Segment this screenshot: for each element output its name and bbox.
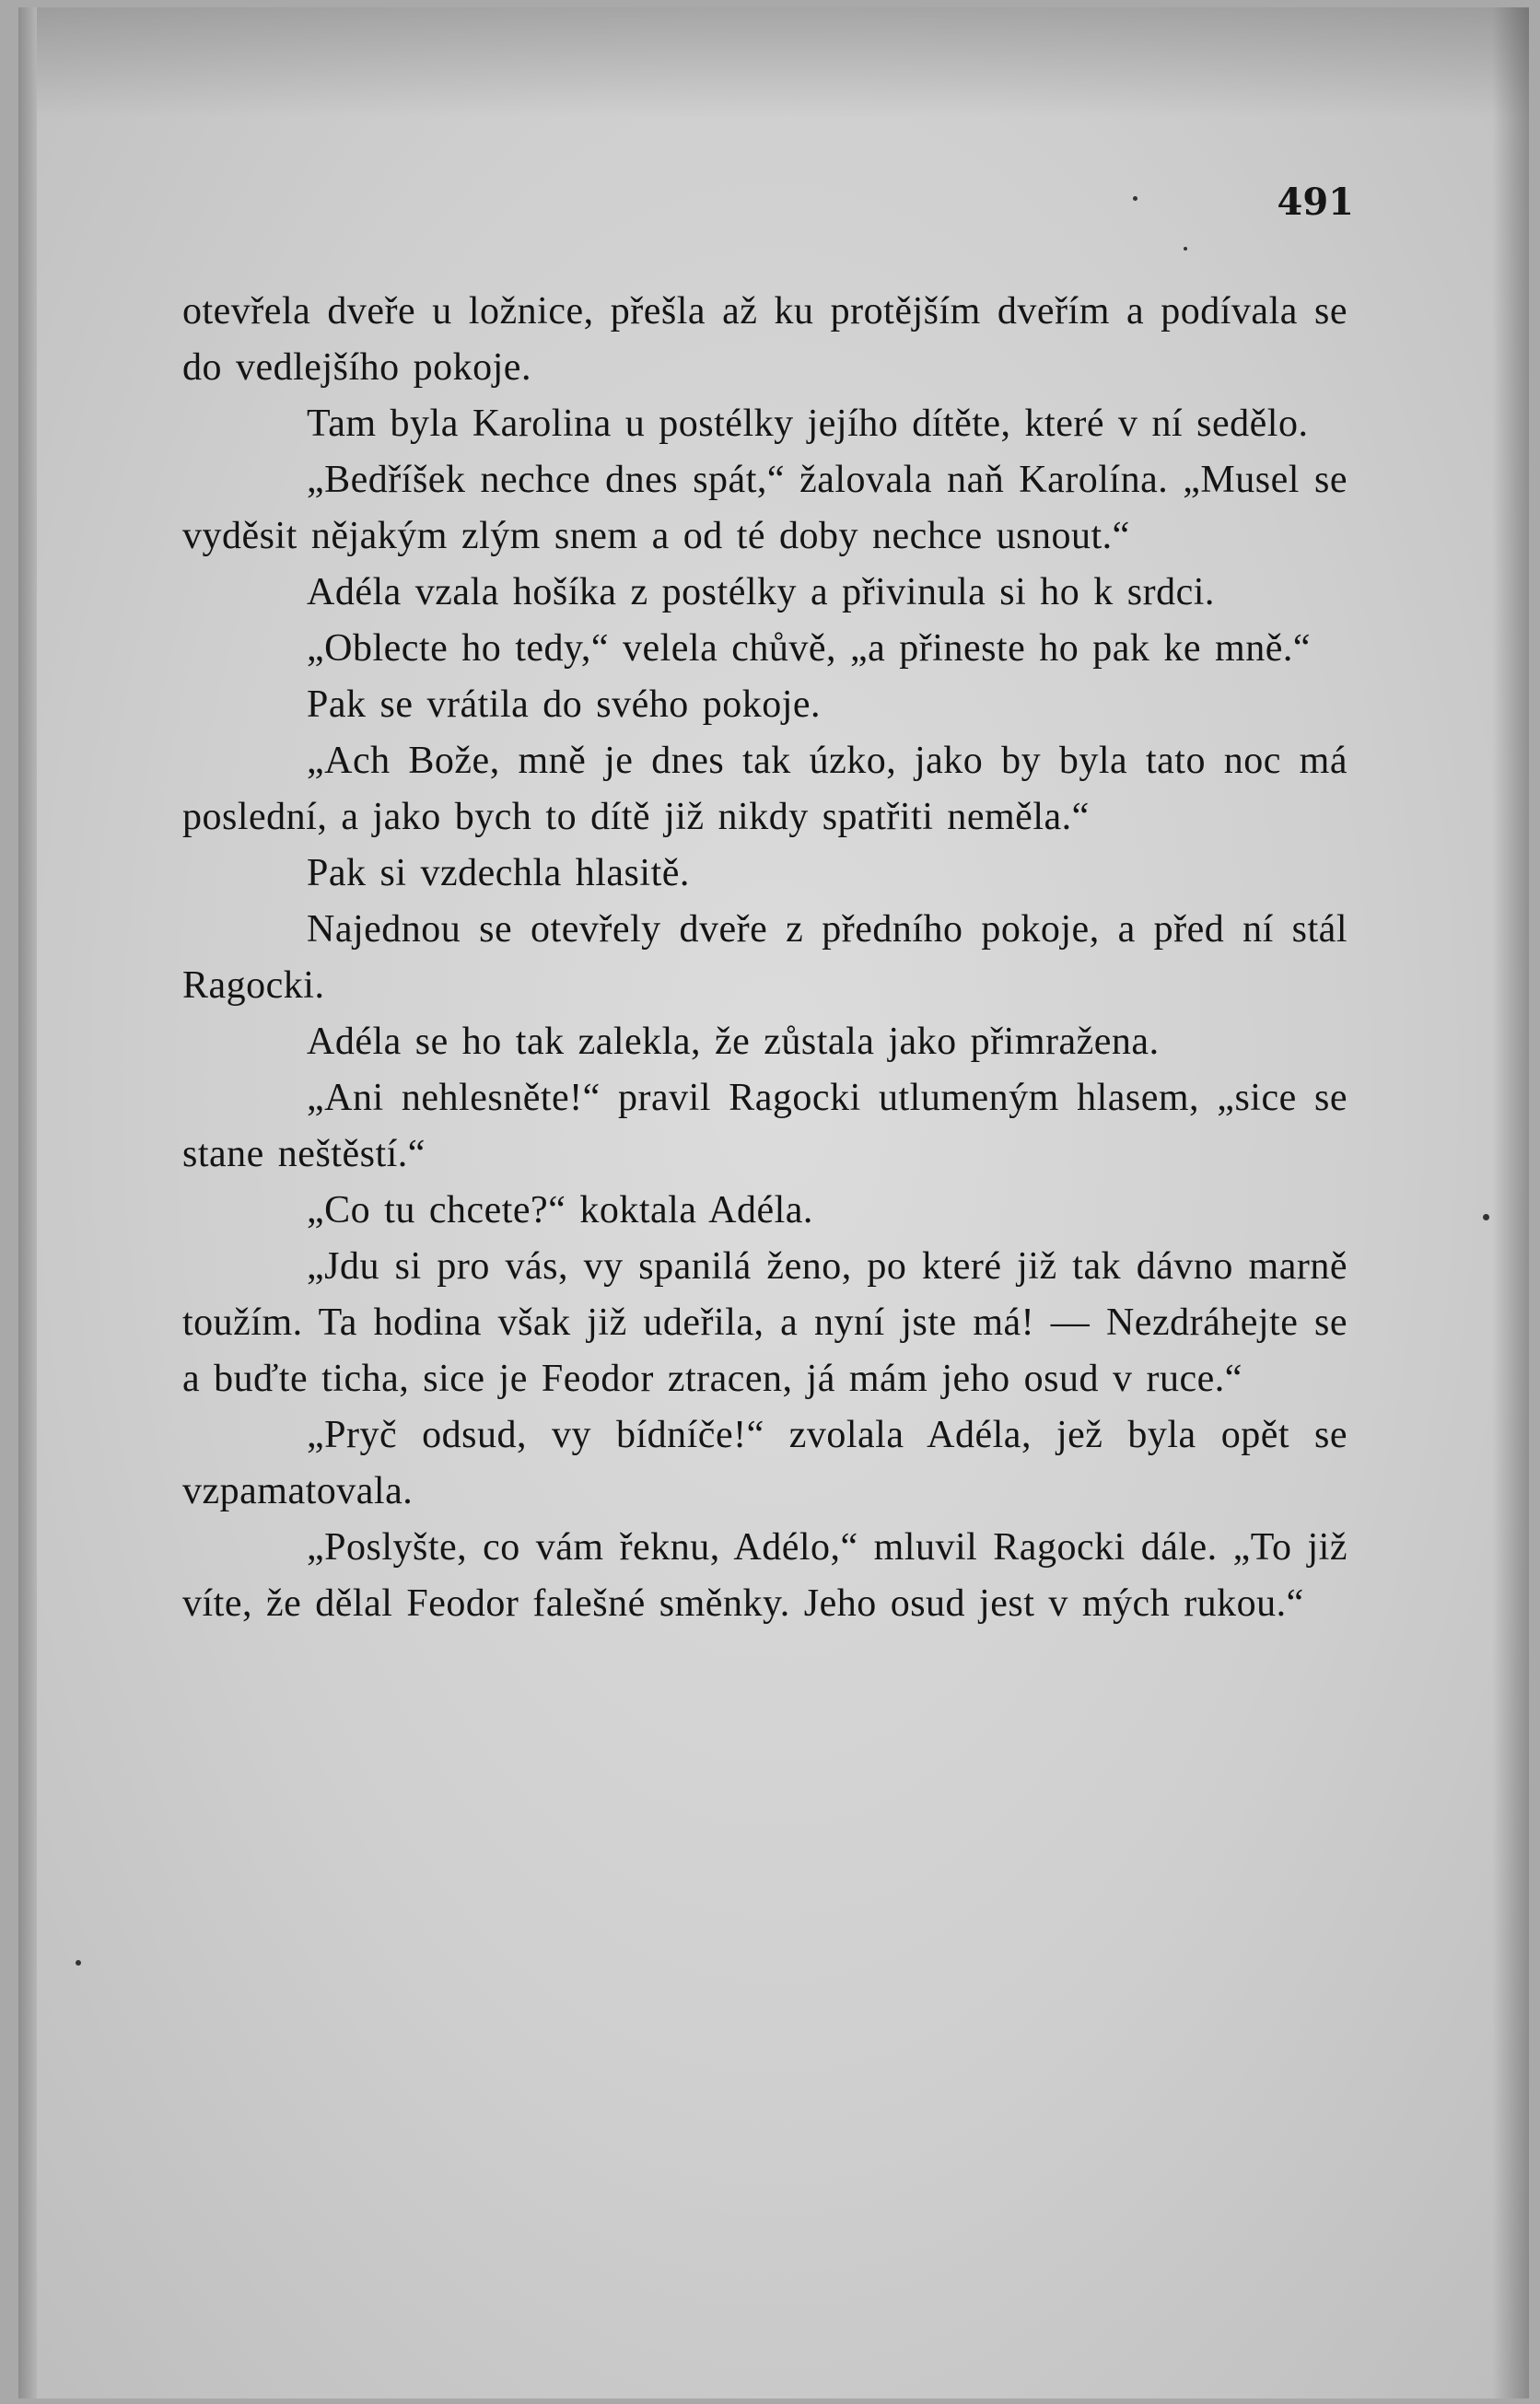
- paper-speck: [1133, 196, 1138, 201]
- page-binding-edge: [18, 7, 37, 2398]
- paragraph: Najednou se otevřely dveře z předního pokoje, a před ní stál Ragocki.: [182, 908, 1348, 1007]
- paragraph: „Pryč odsud, vy bídníče!“ zvolala Adéla, jež byla opět se vzpamatovala.: [182, 1414, 1348, 1512]
- paragraph: „Bedříšek nechce dnes spát,“ žalovala naň Karolína. „Musel se vyděsit nějakým zlým snem a od té doby nechce usnout.“: [182, 459, 1348, 557]
- paragraph: „Oblecte ho tedy,“ velela chůvě, „a přineste ho pak ke mně.“: [307, 627, 1311, 670]
- paragraph: „Jdu si pro vás, vy spanilá ženo, po které již tak dávno marně toužím. Ta hodina však již udeřila, a nyní jste má! — Nezdráhejte se a buďte ticha, sice je Feodor ztracen, já mám jeho osud v ruce.“: [182, 1245, 1348, 1400]
- paragraph: Tam byla Karolina u postélky jejího dítěte, které v ní sedělo.: [307, 403, 1309, 445]
- paragraph: „Ani nehlesněte!“ pravil Ragocki utlumeným hlasem, „sice se stane neštěstí.“: [182, 1077, 1348, 1175]
- paragraph: otevřela dveře u ložnice, přešla až ku protějším dveřím a podívala se do vedlejšího pokoje.: [182, 290, 1348, 389]
- book-page: [18, 7, 1529, 2398]
- body-text: [182, 284, 1348, 1632]
- paper-speck: [76, 1960, 81, 1966]
- paragraph: Pak se vrátila do svého pokoje.: [307, 683, 822, 726]
- paragraph: Adéla vzala hošíka z postélky a přivinula si ho k srdci.: [307, 571, 1215, 613]
- paper-speck: [1483, 1214, 1489, 1220]
- paragraph: „Co tu chcete?“ koktala Adéla.: [307, 1189, 813, 1231]
- paper-speck: [1184, 247, 1187, 251]
- paragraph: Adéla se ho tak zalekla, že zůstala jako přimražena.: [307, 1021, 1160, 1063]
- page-number: 491: [1277, 181, 1354, 224]
- paragraph: „Poslyšte, co vám řeknu, Adélo,“ mluvil Ragocki dále. „To již víte, že dělal Feodor falešné směnky. Jeho osud jest v mých rukou.“: [182, 1526, 1348, 1625]
- paragraph: Pak si vzdechla hlasitě.: [307, 852, 690, 894]
- paragraph: „Ach Bože, mně je dnes tak úzko, jako by byla tato noc má poslední, a jako bych to dítě již nikdy spatřiti neměla.“: [182, 740, 1348, 838]
